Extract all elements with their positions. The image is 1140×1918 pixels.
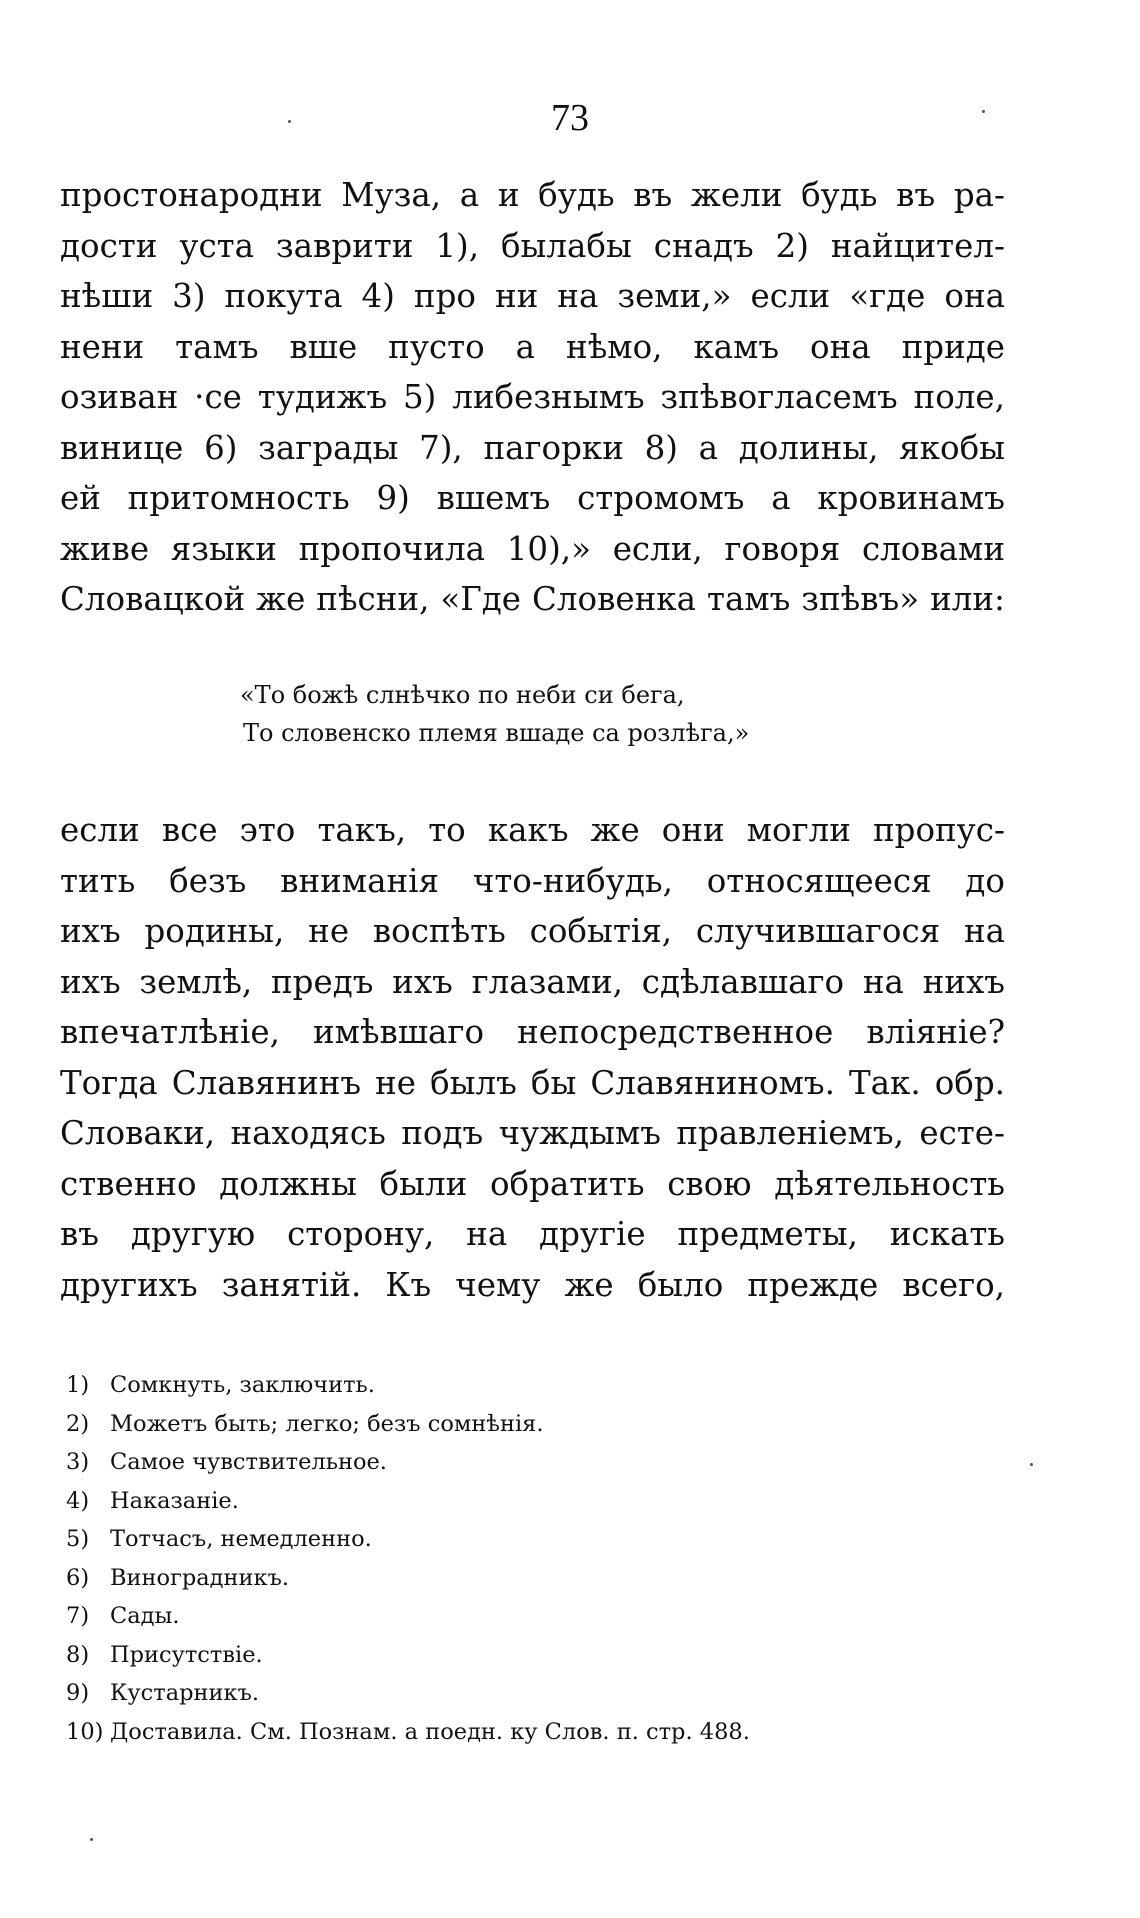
verse-quote [0, 676, 1140, 752]
text-line: Словацкой же пѣсни, «Где Словенка тамъ зпѣвъ» или: [60, 580, 1005, 618]
text-line: простонародни Муза, а и будь въ жели будь въ ра- [60, 176, 1005, 214]
footnote-number: 6) [66, 1564, 90, 1591]
footnote [66, 1520, 750, 1559]
footnote-text: Кустарникъ. [110, 1680, 260, 1706]
text-line: нени тамъ вше пусто а нѣмо, камъ она приде [60, 327, 1005, 366]
footnote [66, 1597, 750, 1636]
footnote [66, 1559, 750, 1598]
scan-speck [90, 1838, 93, 1841]
text-line: если все это такъ, то какъ же они могли пропус- [60, 811, 1005, 849]
footnote-text: Наказаніе. [110, 1487, 239, 1514]
footnote [66, 1674, 750, 1713]
text-line: другихъ занятій. Къ чему же было прежде всего, [60, 1265, 1005, 1304]
footnote-number: 8) [66, 1641, 90, 1668]
footnote [66, 1713, 750, 1752]
page-number: 73 [551, 97, 589, 139]
footnote-number: 2) [66, 1410, 90, 1437]
footnote [66, 1405, 750, 1444]
footnote-number: 5) [66, 1526, 90, 1552]
text-line: ственно должны были обратить свою дѣятельность [60, 1164, 1005, 1203]
verse-line: То словенско племя вшаде са розлѣга,» [243, 719, 750, 747]
footnote-text: Виноградникъ. [110, 1564, 290, 1591]
footnote-number: 1) [66, 1372, 90, 1398]
text-line: винице 6) заграды 7), пагорки 8) а долины, якобы [60, 428, 1005, 467]
text-line: въ другую сторону, на другіе предметы, искать [60, 1215, 1005, 1253]
footnote-number: 9) [66, 1680, 90, 1706]
footnote [66, 1366, 750, 1405]
paragraph-2 [60, 805, 1005, 1310]
footnote-text: Можетъ быть; легко; безъ сомнѣнія. [110, 1410, 544, 1437]
footnote-number: 4) [66, 1487, 90, 1514]
footnote-text: Сомкнуть, заключить. [110, 1372, 375, 1398]
footnote [66, 1482, 750, 1521]
footnote-text: Тотчасъ, немедленно. [110, 1526, 372, 1552]
verse-line: «То божѣ слнѣчко по неби си бега, [240, 681, 685, 709]
text-line: Словаки, находясь подъ чуждымъ правленіемъ, есте- [60, 1114, 1005, 1152]
footnote-text: Сады. [110, 1603, 180, 1629]
footnote-number: 3) [66, 1449, 90, 1475]
text-line: живе языки пропочила 10),» если, говоря словами [60, 529, 1005, 568]
text-line: ей притомность 9) вшемъ стромомъ а кровинамъ [60, 479, 1005, 517]
footnote [66, 1443, 750, 1482]
footnote-text: Самое чувствительное. [110, 1449, 387, 1475]
footnote-number: 7) [66, 1603, 90, 1629]
text-line: ихъ родины, не воспѣть событія, случившагося на [60, 912, 1005, 950]
footnote-text: Присутствіе. [110, 1641, 263, 1668]
text-line: дости уста заврити 1), былабы снадъ 2) найцител- [60, 226, 1005, 265]
text-line: озиван ·се тудижъ 5) либезнымъ зпѣвогласемъ поле, [60, 378, 1005, 416]
footnotes [66, 1366, 750, 1751]
footnote-number: 10) [66, 1718, 104, 1745]
text-line: тить безъ вниманія что-нибудь, относящееся до [60, 861, 1005, 900]
text-line: впечатлѣніе, имѣвшаго непосредственное вліяніе? [60, 1013, 1005, 1051]
text-line: ихъ землѣ, предъ ихъ глазами, сдѣлавшаго на нихъ [60, 962, 1005, 1001]
paragraph-1 [60, 170, 1005, 625]
text-line: Тогда Славянинъ не былъ бы Славяниномъ. Так. обр. [60, 1063, 1005, 1102]
scan-speck [1030, 1463, 1033, 1466]
text-line: нѣши 3) покута 4) про ни на земи,» если «где она [60, 277, 1005, 315]
footnote [66, 1636, 750, 1675]
footnote-text: Доставила. См. Познам. а поедн. ку Слов. п. стр. 488. [110, 1718, 750, 1745]
